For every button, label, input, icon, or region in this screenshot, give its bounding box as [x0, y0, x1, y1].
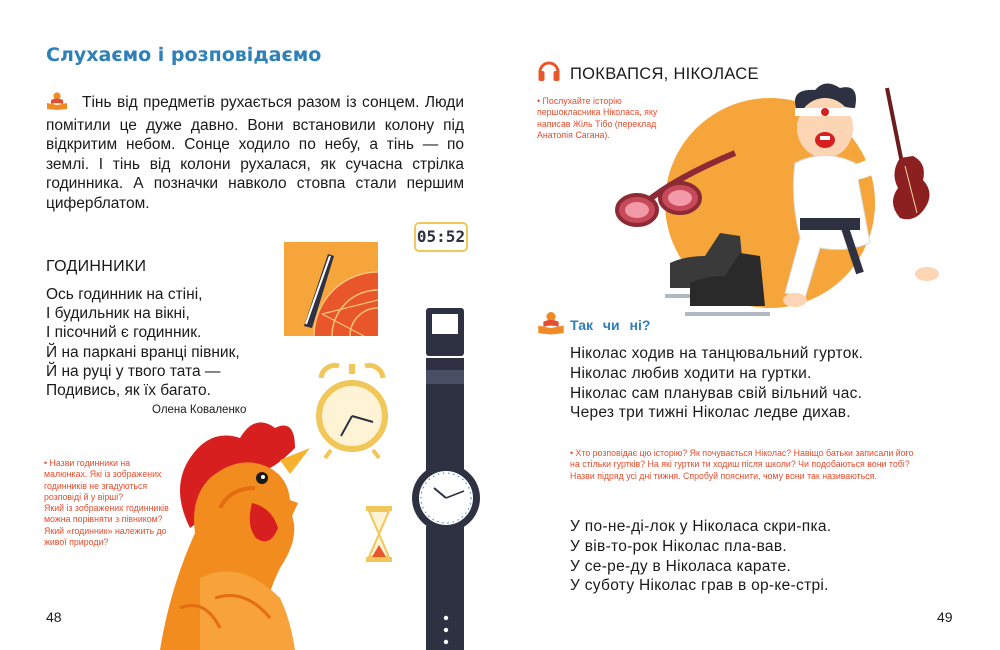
poem-line: Й на руці у твого тата — [46, 362, 221, 380]
page-number-left: 48 [46, 609, 62, 625]
question-1: • Назви годинники на малюнках. Які із зображених годинників не згадуються розповіді й у вірші? [44, 458, 162, 502]
section-heading: Слухаємо і розповідаємо [46, 44, 322, 66]
statements-list [570, 344, 863, 423]
page-number-right: 49 [937, 609, 953, 625]
digital-clock: 05:52 [414, 222, 468, 252]
poem-line: Ось годинник на стіні, [46, 286, 203, 303]
syllable-line: У се-ре-ду в Ніколаса карате. [570, 557, 792, 575]
rooster-illustration [160, 408, 400, 650]
poem-line: Й на паркані вранці півник, [46, 343, 240, 361]
statement: Ніколас ходив на танцювальний гурток. [570, 345, 864, 362]
wristwatch-illustration [408, 308, 484, 650]
poem-line: Подивись, як їх багато. [46, 382, 211, 400]
statement: Ніколас сам планував свій вільний час. [570, 384, 863, 402]
statement: Ніколас любив ходити на гуртки. [570, 364, 812, 382]
nicolas-illustration [605, 78, 950, 333]
syllable-line: У по-не-ді-лок у Ніколаса скри-пка. [570, 518, 832, 535]
discussion-questions: • Хто розповідає цю історію? Як почувається Ніколас? Навіщо батьки записали його на стільки гуртків? На які гуртки ти ходиш після школи? Чи подобаються вони тобі? Назви підряд усі дні тижня. Спробуй пояснити, чому вони так називаються. [570, 448, 914, 481]
headphones-icon [537, 58, 561, 82]
syllable-line: У суботу Ніколас грав в ор-ке-стрі. [570, 577, 829, 595]
question-2: Який із зображених годинників можна порівняти з півником? [44, 503, 169, 525]
statement: Через три тижні Ніколас ледве дихав. [570, 404, 851, 422]
sundial-illustration [284, 242, 378, 336]
poem-author: Олена Коваленко [152, 404, 247, 416]
poem-line: І будильник на вікні, [46, 305, 190, 323]
question-3: Який «годинник» належить до живої природи? [44, 525, 167, 548]
intro-text: Тінь від предметів рухається разом із сонцем. Люди помітили це дуже давно. Вони встановили колону під відкритим небом. Сонце ходило по небу, а тінь — по землі. І тінь від колони рухалася, як сучасна стрілка годинника. А позначки навколо стовпа стали першим циферблатом. [46, 94, 464, 212]
side-questions [44, 458, 170, 548]
reading-child-icon [537, 311, 565, 335]
reading-child-icon [46, 92, 68, 116]
poem [46, 285, 240, 400]
poem-title: ГОДИННИКИ [46, 258, 147, 275]
syllable-lines [570, 517, 831, 596]
syllable-line: У вів-то-рок Ніколас пла-вав. [570, 537, 787, 555]
story-title: ПОКВАПСЯ, НІКОЛАСЕ [570, 65, 759, 83]
intro-paragraph [46, 92, 464, 214]
listen-note: • Послухайте історію першокласника Ніколаса, яку написав Жіль Тібо (переклад Анатолія Сагана). [537, 96, 658, 140]
poem-line: І пісочний є годинник. [46, 324, 202, 342]
true-false-heading: Так чи ні? [570, 317, 651, 333]
